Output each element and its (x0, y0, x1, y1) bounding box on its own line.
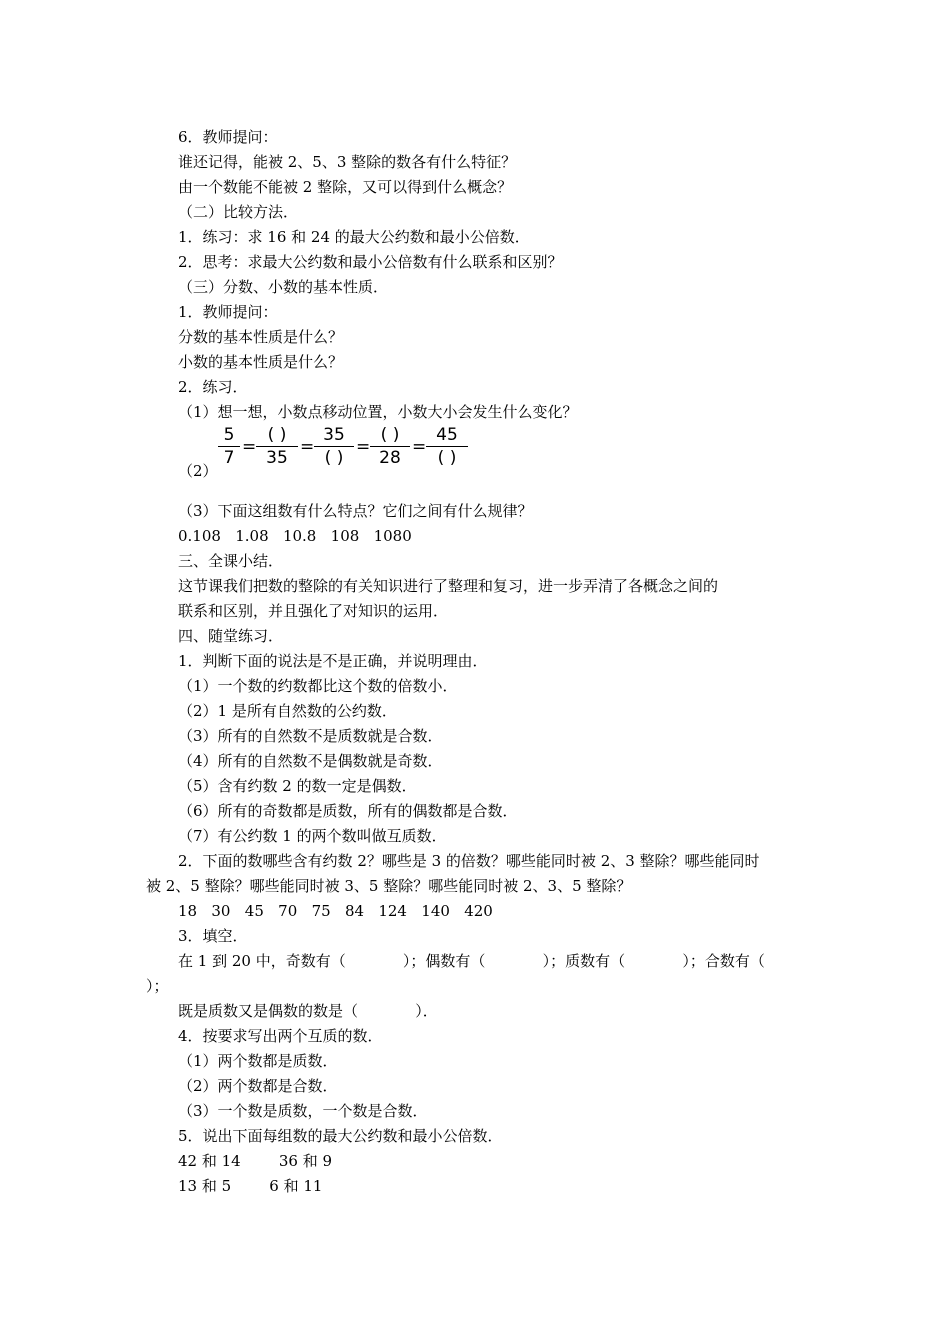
line-fill-blank: 在 1 到 20 中，奇数有（ ）；偶数有（ ）；质数有（ ）；合数有（ (178, 952, 765, 970)
line-exercise-2-1: （1）想一想，小数点移动位置，小数大小会发生什么变化？ (178, 403, 578, 421)
line-practice-4: 4．按要求写出两个互质的数． (178, 1027, 383, 1045)
line-number-list: 18 30 45 70 75 84 124 140 420 (178, 902, 493, 920)
fraction-numerator: ( ) (267, 425, 287, 445)
equals-sign: = (356, 437, 371, 457)
section-heading-properties: （三）分数、小数的基本性质． (178, 278, 389, 296)
line-summary-2: 联系和区别，并且强化了对知识的运用． (178, 602, 449, 620)
line-statement-7: （7）有公约数 1 的两个数叫做互质数． (178, 827, 447, 845)
equals-sign: = (242, 437, 257, 457)
fraction-numerator: 35 (323, 425, 345, 445)
line-decimal-property: 小数的基本性质是什么？ (178, 353, 344, 371)
line-fill-blank-cont: ）； (146, 977, 169, 995)
line-pair-group-1: 42 和 14 36 和 9 (178, 1152, 333, 1170)
fraction-3 (314, 424, 354, 469)
section-heading-practice: 四、随堂练习． (178, 627, 284, 645)
line-exercise-2: 2．练习． (178, 378, 248, 396)
line-coprime-1: （1）两个数都是质数． (178, 1052, 338, 1070)
fraction-numerator: 5 (223, 425, 235, 445)
fraction-4 (370, 424, 410, 469)
line-exercise-gcd-lcm: 1．练习：求 16 和 24 的最大公约数和最小公倍数． (178, 228, 530, 246)
line-practice-3: 3．填空． (178, 927, 248, 945)
fraction-2 (256, 424, 298, 469)
fraction-denominator: 35 (266, 448, 288, 468)
line-statement-6: （6）所有的奇数都是质数，所有的偶数都是合数． (178, 802, 518, 820)
line-summary-1: 这节课我们把数的整除的有关知识进行了整理和复习，进一步弄清了各概念之间的 (178, 577, 719, 595)
fraction-denominator: ( ) (324, 448, 344, 468)
line-statement-4: （4）所有的自然数不是偶数就是奇数． (178, 752, 443, 770)
line-divisibility-question: 谁还记得，能被 2、5、3 整除的数各有什么特征？ (178, 153, 517, 171)
line-concept-question: 由一个数能不能被 2 整除，又可以得到什么概念？ (178, 178, 513, 196)
line-statement-3: （3）所有的自然数不是质数就是合数． (178, 727, 443, 745)
fraction-1 (218, 424, 240, 469)
line-coprime-2: （2）两个数都是合数． (178, 1077, 338, 1095)
line-teacher-question-6: 6．教师提问： (178, 128, 278, 146)
line-coprime-3: （3）一个数是质数，一个数是合数． (178, 1102, 428, 1120)
equals-sign: = (412, 437, 427, 457)
fraction-denominator: 7 (223, 448, 235, 468)
line-practice-2-cont: 被 2、5 整除？哪些能同时被 3、5 整除？哪些能同时被 2、3、5 整除？ (146, 877, 632, 895)
line-think-question: 2．思考：求最大公约数和最小公倍数有什么联系和区别？ (178, 253, 563, 271)
line-fraction-property: 分数的基本性质是什么？ (178, 328, 344, 346)
fraction-equation (218, 424, 478, 476)
line-statement-1: （1）一个数的约数都比这个数的倍数小． (178, 677, 458, 695)
line-pair-group-2: 13 和 5 6 和 11 (178, 1177, 323, 1195)
line-number-series: 0.108 1.08 10.8 108 1080 (178, 527, 412, 545)
line-exercise-2-3: （3）下面这组数有什么特点？它们之间有什么规律？ (178, 502, 533, 520)
line-exercise-2-2: （2） (178, 462, 218, 480)
line-teacher-question-1: 1．教师提问： (178, 303, 278, 321)
section-heading-summary: 三、全课小结． (178, 552, 284, 570)
equals-sign: = (300, 437, 315, 457)
section-heading-compare: （二）比较方法． (178, 203, 299, 221)
line-practice-1: 1．判断下面的说法是不是正确，并说明理由． (178, 652, 488, 670)
fraction-denominator: ( ) (437, 448, 457, 468)
fraction-numerator: 45 (436, 425, 458, 445)
fraction-numerator: ( ) (380, 425, 400, 445)
fraction-denominator: 28 (379, 448, 401, 468)
line-practice-2: 2．下面的数哪些含有约数 2？哪些是 3 的倍数？哪些能同时被 2、3 整除？哪些能同时 (178, 852, 760, 870)
line-statement-5: （5）含有约数 2 的数一定是偶数． (178, 777, 417, 795)
line-prime-even: 既是质数又是偶数的数是（ ）． (178, 1002, 438, 1020)
line-practice-5: 5．说出下面每组数的最大公约数和最小公倍数． (178, 1127, 503, 1145)
line-statement-2: （2）1 是所有自然数的公约数． (178, 702, 397, 720)
fraction-5 (426, 424, 468, 469)
